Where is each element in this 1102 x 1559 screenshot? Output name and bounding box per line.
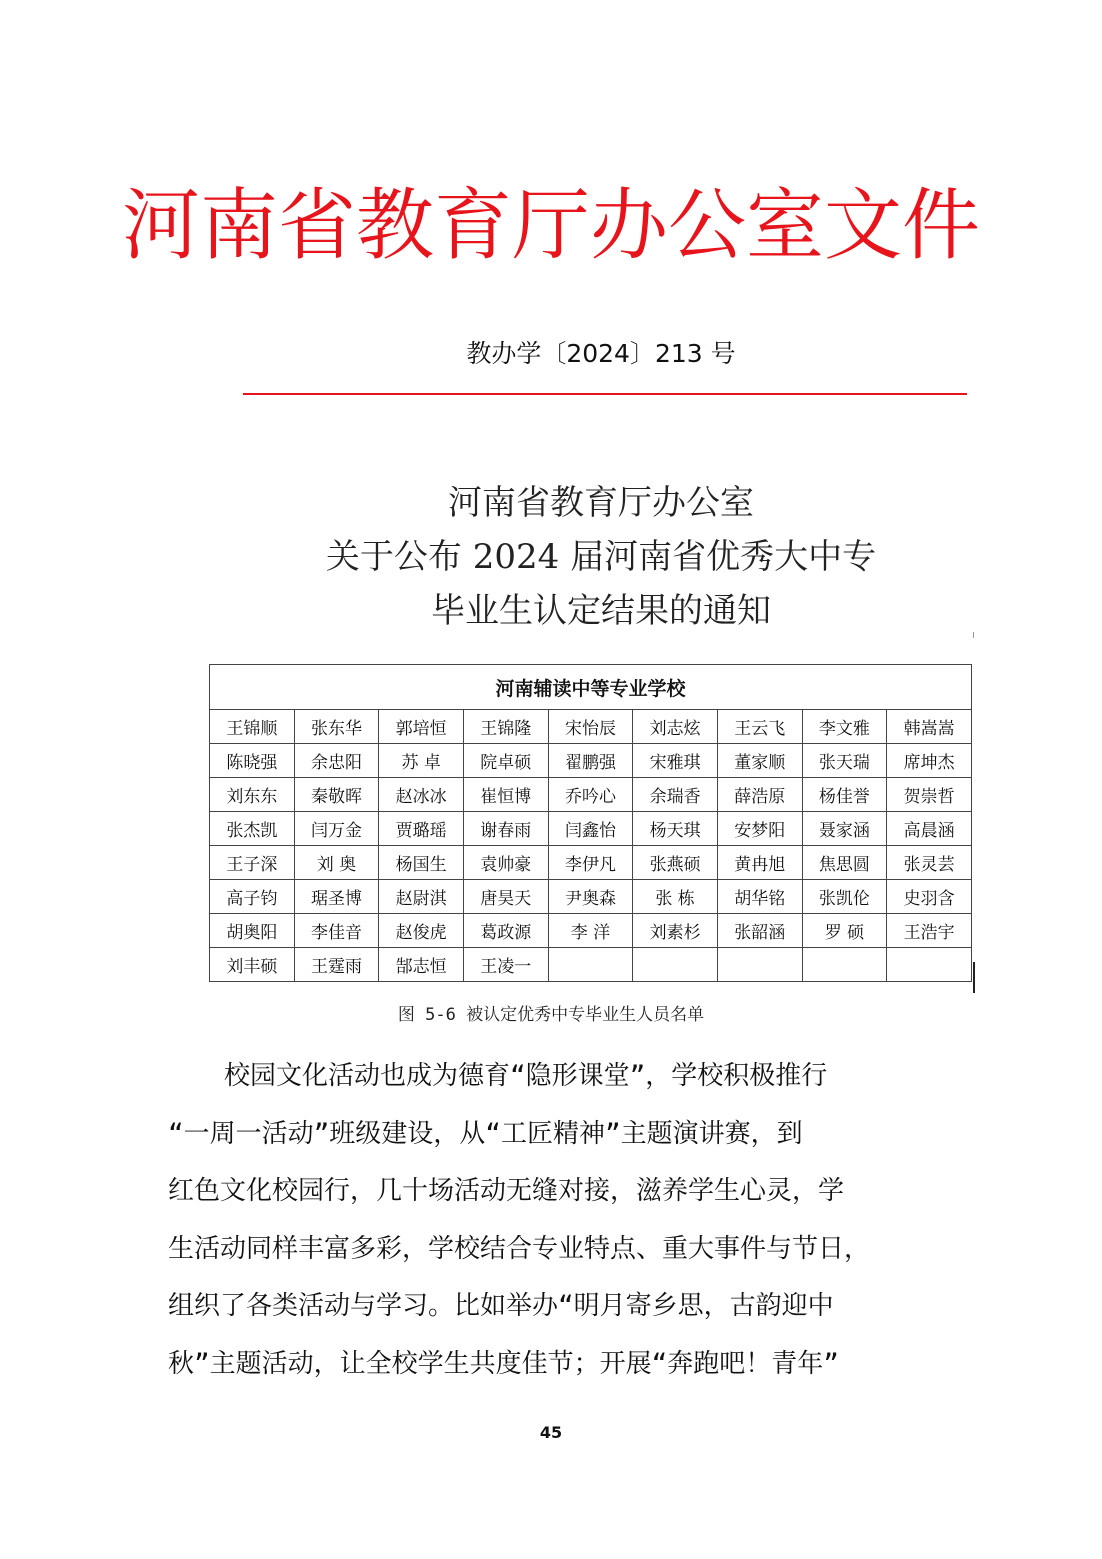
name-cell: 刘东东 bbox=[210, 778, 295, 812]
table-row bbox=[210, 846, 972, 880]
name-cell: 袁帅豪 bbox=[463, 846, 548, 880]
name-cell: 余瑞香 bbox=[633, 778, 718, 812]
notice-title-line: 河南省教育厅办公室 bbox=[448, 483, 754, 523]
table-row bbox=[210, 812, 972, 846]
name-cell: 张韶涵 bbox=[717, 914, 802, 948]
name-cell: 乔吟心 bbox=[548, 778, 633, 812]
table-row bbox=[210, 778, 972, 812]
name-cell: 李佳音 bbox=[294, 914, 379, 948]
name-cell: 张东华 bbox=[294, 710, 379, 744]
figure-caption: 图 5-6 被认定优秀中专毕业生人员名单 bbox=[397, 1005, 705, 1025]
table-row bbox=[210, 710, 972, 744]
page-number: 45 bbox=[539, 1423, 563, 1442]
name-cell: 高晨涵 bbox=[887, 812, 972, 846]
name-cell: 薛浩原 bbox=[717, 778, 802, 812]
name-cell: 杨国生 bbox=[379, 846, 464, 880]
notice-title-line: 关于公布 2024 届河南省优秀大中专 bbox=[325, 537, 877, 577]
name-cell bbox=[548, 948, 633, 982]
name-cell: 刘 奥 bbox=[294, 846, 379, 880]
scan-mark bbox=[973, 632, 974, 638]
name-cell: 焦思圆 bbox=[802, 846, 887, 880]
body-line: 生活动同样丰富多彩，学校结合专业特点、重大事件与节日， bbox=[168, 1233, 871, 1264]
name-cell: 苏 卓 bbox=[379, 744, 464, 778]
name-cell: 葛政源 bbox=[463, 914, 548, 948]
name-cell: 王锦隆 bbox=[463, 710, 548, 744]
name-cell: 院卓硕 bbox=[463, 744, 548, 778]
name-cell: 罗 硕 bbox=[802, 914, 887, 948]
table-edge-mark bbox=[973, 962, 975, 993]
name-cell: 贺崇哲 bbox=[887, 778, 972, 812]
name-cell: 郜志恒 bbox=[379, 948, 464, 982]
name-cell: 安梦阳 bbox=[717, 812, 802, 846]
name-cell: 刘志炫 bbox=[633, 710, 718, 744]
name-cell: 席坤杰 bbox=[887, 744, 972, 778]
name-cell: 秦敬晖 bbox=[294, 778, 379, 812]
notice-title-line: 毕业生认定结果的通知 bbox=[431, 591, 771, 631]
name-cell: 聂家涵 bbox=[802, 812, 887, 846]
body-line: 校园文化活动也成为德育“隐形课堂”，学校积极推行 bbox=[224, 1061, 828, 1091]
name-cell: 张凯伦 bbox=[802, 880, 887, 914]
document-header-title: 河南省教育厅办公室文件 bbox=[121, 181, 980, 271]
body-line: 组织了各类活动与学习。比如举办“明月寄乡思，古韵迎中 bbox=[168, 1291, 834, 1322]
name-cell: 李伊凡 bbox=[548, 846, 633, 880]
name-cell: 史羽含 bbox=[887, 880, 972, 914]
roster-body bbox=[210, 710, 972, 982]
name-cell bbox=[802, 948, 887, 982]
name-cell: 高子钧 bbox=[210, 880, 295, 914]
red-separator-line bbox=[243, 393, 967, 395]
name-cell: 余忠阳 bbox=[294, 744, 379, 778]
name-cell: 王子深 bbox=[210, 846, 295, 880]
name-cell: 王锦顺 bbox=[210, 710, 295, 744]
name-cell: 宋雅琪 bbox=[633, 744, 718, 778]
graduate-roster-table bbox=[209, 664, 972, 982]
name-cell: 陈晓强 bbox=[210, 744, 295, 778]
name-cell: 胡奥阳 bbox=[210, 914, 295, 948]
name-cell: 郭培恒 bbox=[379, 710, 464, 744]
document-number: 教办学〔2024〕213 号 bbox=[466, 339, 736, 368]
name-cell: 王浩宇 bbox=[887, 914, 972, 948]
table-row bbox=[210, 880, 972, 914]
name-cell: 张杰凯 bbox=[210, 812, 295, 846]
table-row bbox=[210, 744, 972, 778]
name-cell: 胡华铭 bbox=[717, 880, 802, 914]
name-cell: 宋怡辰 bbox=[548, 710, 633, 744]
table-row bbox=[210, 914, 972, 948]
name-cell: 尹奥森 bbox=[548, 880, 633, 914]
name-cell: 王霆雨 bbox=[294, 948, 379, 982]
name-cell bbox=[633, 948, 718, 982]
name-cell: 张灵芸 bbox=[887, 846, 972, 880]
name-cell: 琚圣博 bbox=[294, 880, 379, 914]
body-line: “一周一活动”班级建设，从“工匠精神”主题演讲赛，到 bbox=[168, 1118, 803, 1149]
name-cell: 刘丰硕 bbox=[210, 948, 295, 982]
name-cell: 张燕硕 bbox=[633, 846, 718, 880]
name-cell: 张 栋 bbox=[633, 880, 718, 914]
name-cell bbox=[717, 948, 802, 982]
name-cell: 王云飞 bbox=[717, 710, 802, 744]
name-cell: 闫鑫怡 bbox=[548, 812, 633, 846]
name-cell: 李 洋 bbox=[548, 914, 633, 948]
name-cell: 唐昊天 bbox=[463, 880, 548, 914]
name-cell: 翟鹏强 bbox=[548, 744, 633, 778]
table-row bbox=[210, 948, 972, 982]
name-cell: 杨佳誉 bbox=[802, 778, 887, 812]
notice-title bbox=[0, 476, 1102, 638]
name-cell: 谢春雨 bbox=[463, 812, 548, 846]
name-cell: 李文雅 bbox=[802, 710, 887, 744]
name-cell: 赵冰冰 bbox=[379, 778, 464, 812]
name-cell: 张天瑞 bbox=[802, 744, 887, 778]
body-line: 秋”主题活动，让全校学生共度佳节；开展“奔跑吧！青年” bbox=[168, 1348, 839, 1379]
body-paragraph bbox=[168, 1048, 934, 1394]
name-cell: 崔恒博 bbox=[463, 778, 548, 812]
name-cell: 黄冉旭 bbox=[717, 846, 802, 880]
school-name-header: 河南辅读中等专业学校 bbox=[210, 665, 972, 710]
name-cell: 赵俊虎 bbox=[379, 914, 464, 948]
name-cell: 刘素杉 bbox=[633, 914, 718, 948]
name-cell: 董家顺 bbox=[717, 744, 802, 778]
name-cell: 赵尉淇 bbox=[379, 880, 464, 914]
name-cell: 贾璐瑶 bbox=[379, 812, 464, 846]
name-cell bbox=[887, 948, 972, 982]
name-cell: 韩嵩嵩 bbox=[887, 710, 972, 744]
name-cell: 杨天琪 bbox=[633, 812, 718, 846]
body-line: 红色文化校园行，几十场活动无缝对接，滋养学生心灵，学 bbox=[168, 1176, 845, 1207]
table-header-row bbox=[210, 665, 972, 710]
name-cell: 闫万金 bbox=[294, 812, 379, 846]
name-cell: 王凌一 bbox=[463, 948, 548, 982]
